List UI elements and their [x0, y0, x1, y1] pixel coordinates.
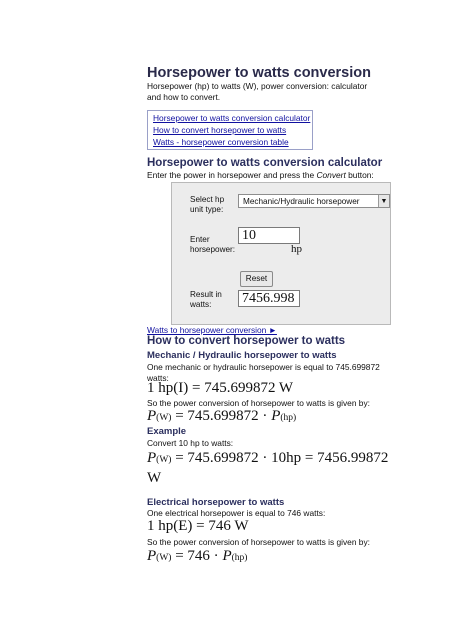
example-heading: Example [147, 426, 187, 437]
elec-sub-hp: (hp) [231, 553, 248, 563]
result-label-line2: watts: [190, 300, 212, 309]
howto-heading: How to convert horsepower to watts [147, 335, 346, 347]
unit-type-label [190, 195, 224, 215]
elec-formula-middle: = 746 · [171, 548, 223, 564]
result-label [190, 290, 222, 310]
toc-link-table[interactable]: Watts - horsepower conversion table [153, 137, 289, 147]
elec-p-symbol: P [147, 548, 157, 564]
page-title: Horsepower to watts conversion [147, 65, 371, 81]
elec-sub-w: (W) [156, 553, 172, 563]
unit-type-select[interactable] [238, 194, 390, 208]
enter-hp-label-line2: horsepower: [190, 245, 236, 254]
elec-equation: 1 hp(E) = 746 W [147, 518, 249, 534]
unit-type-label-line1: Select hp [190, 195, 225, 204]
dropdown-arrow-icon[interactable]: ▼ [378, 195, 389, 207]
enter-hp-label-line1: Enter [190, 235, 210, 244]
example-sub-w: (W) [156, 455, 172, 465]
formula-sub-w: (W) [156, 413, 172, 423]
elec-conversion-text: So the power conversion of horsepower to watts is given by: [147, 537, 370, 547]
reset-button[interactable]: Reset [240, 271, 273, 287]
mech-formula [147, 408, 296, 425]
mech-heading: Mechanic / Hydraulic horsepower to watts [147, 350, 337, 361]
enter-hp-label [190, 235, 235, 255]
hp-unit-label: hp [291, 243, 302, 255]
toc-box [147, 110, 313, 150]
example-formula [147, 450, 388, 467]
unit-type-label-line2: unit type: [190, 205, 224, 214]
formula-middle: = 745.699872 · [171, 408, 272, 424]
mech-text-line2: watts: [147, 372, 169, 383]
watts-to-hp-link[interactable]: Watts to horsepower conversion ► [147, 325, 277, 335]
calculator-heading: Horsepower to watts conversion calculator [147, 157, 383, 169]
elec-p-symbol-2: P [222, 548, 232, 564]
example-text: Convert 10 hp to watts: [147, 438, 234, 448]
unit-type-selected-value: Mechanic/Hydraulic horsepower [243, 197, 360, 206]
formula-sub-hp: (hp) [280, 413, 297, 423]
formula-p-symbol-2: P [271, 408, 281, 424]
instruction-convert-word: Convert [316, 170, 346, 180]
example-p-symbol: P [147, 450, 157, 466]
example-unit: W [147, 470, 162, 486]
mech-equation: 1 hp(I) = 745.699872 W [147, 380, 294, 396]
instruction-prefix: Enter the power in horsepower and press the [147, 170, 317, 180]
example-formula-rest: = 745.699872 · 10hp = 7456.99872 [171, 450, 389, 466]
calculator-panel [171, 182, 391, 325]
instruction-suffix: button: [345, 170, 374, 180]
calculator-instruction [147, 170, 374, 181]
mech-text-line1: One mechanic or hydraulic horsepower is equal to 745.699872 [147, 362, 380, 372]
formula-p-symbol: P [147, 408, 157, 424]
elec-formula [147, 548, 247, 565]
result-watts-field: 7456.998 [238, 290, 300, 307]
elec-heading: Electrical horsepower to watts [147, 497, 285, 508]
page-intro: Horsepower (hp) to watts (W), power conversion: calculator and how to convert. [147, 81, 368, 102]
horsepower-input[interactable]: 10 [238, 227, 300, 244]
elec-text: One electrical horsepower is equal to 746 watts: [147, 508, 326, 518]
toc-link-calculator[interactable]: Horsepower to watts conversion calculator [153, 113, 311, 123]
result-label-line1: Result in [190, 290, 222, 299]
toc-link-how-to[interactable]: How to convert horsepower to watts [153, 125, 287, 135]
mech-conversion-text: So the power conversion of horsepower to watts is given by: [147, 398, 370, 408]
